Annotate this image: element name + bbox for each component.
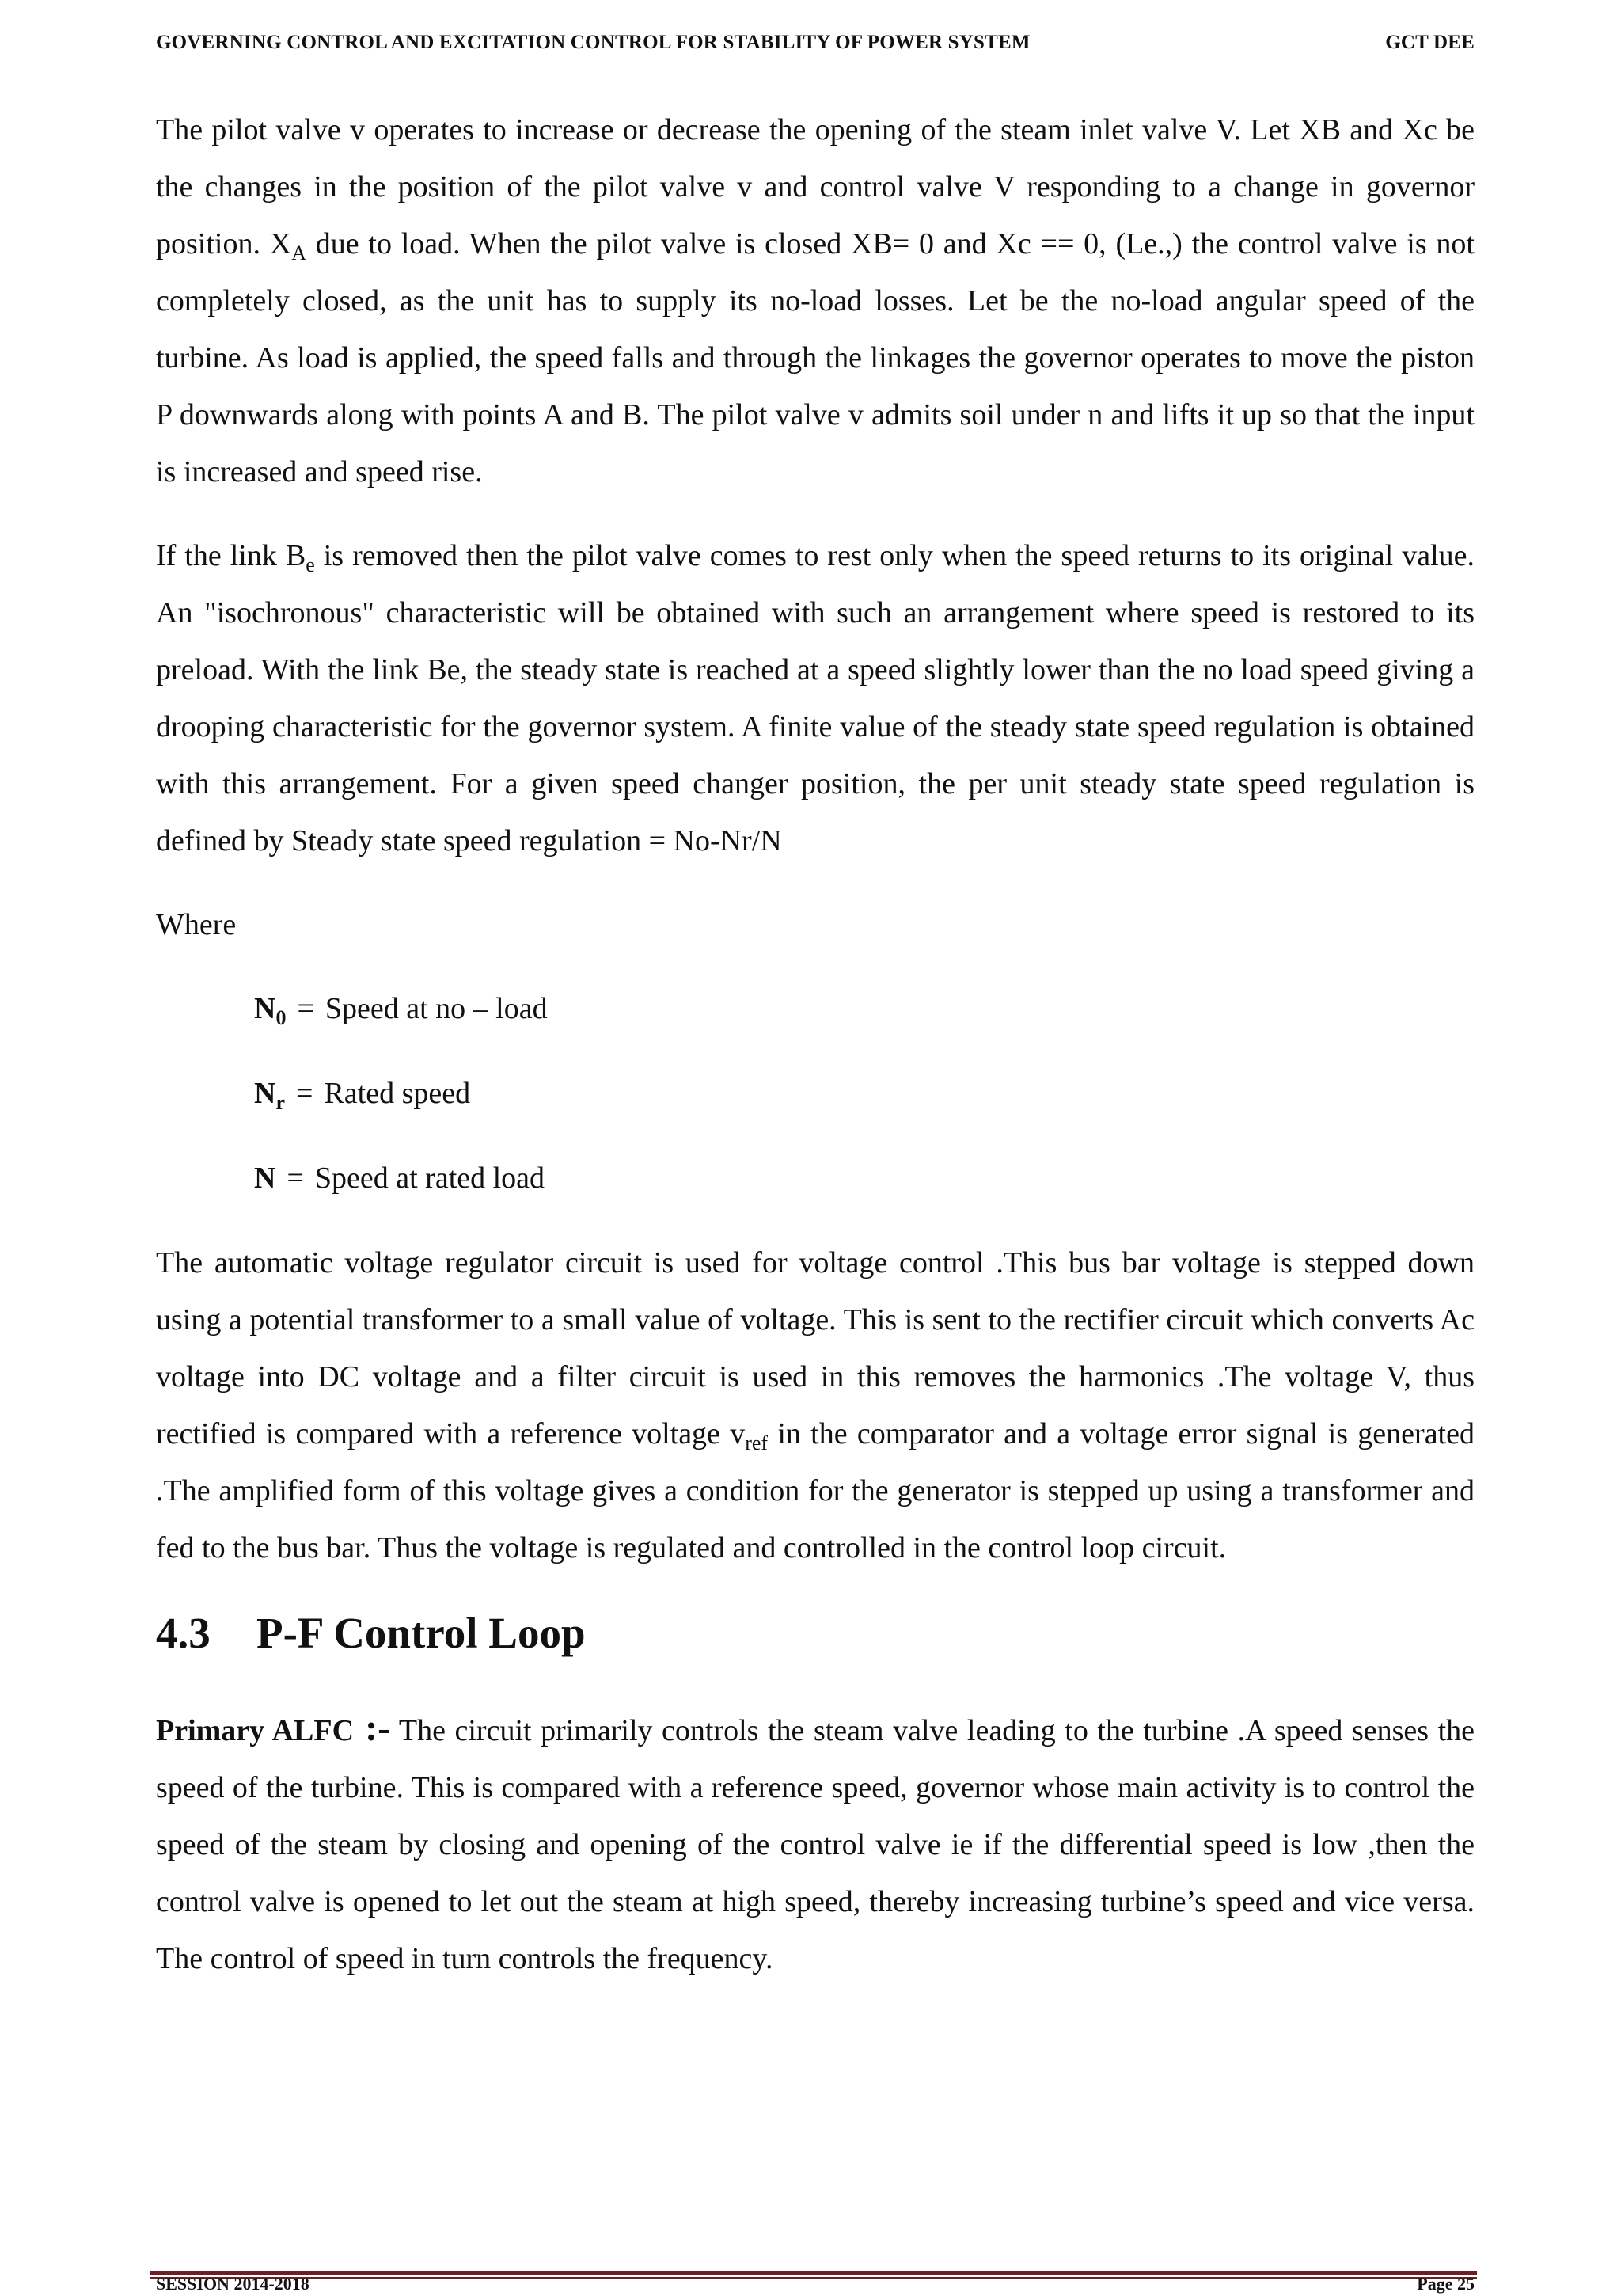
where-label: Where [156, 908, 237, 941]
paragraph-pilot-valve: The pilot valve v operates to increase or decrease the opening of the steam inlet valve V. Let XB and Xc be the changes in the position of the pilot valve v and control valve V responding to a change in governor position. $X_A$ due to load. When the pilot valve is closed XB= 0 and Xc == 0, (Le.,) the control valve is not completely closed, as the unit has to supply its no-load losses. Let be the no-load angular speed of the turbine. As load is applied, the speed falls and through the linkages the governor operates to move the piston P downwards along with points A and B. The pilot valve v admits soil under n and lifts it up so that the input is increased and speed rise. [156, 113, 1475, 488]
footer-rule [150, 2271, 1477, 2279]
definition-no-load-speed: $N_0$ = Speed at no – load [254, 992, 548, 1029]
page-body [156, 101, 1475, 2014]
footer-session: SESSION 2014-2018 [156, 2274, 309, 2294]
paragraph-isochronous: If the link $B_e$ is removed then the pilot valve comes to rest only when the speed returns to its original value. An "isochronous" characteristic will be obtained with such an arrangement where speed is restored to its preload. With the link Be, the steady state is reached at a speed slightly lower than the no load speed giving a drooping characteristic for the governor system. A finite value of the steady state speed regulation is obtained with this arrangement. For a given speed changer position, the per unit steady state speed regulation is defined by Steady state speed regulation = No-Nr/N [156, 539, 1475, 857]
definition-rated-load-speed: N = Speed at rated load [254, 1161, 545, 1195]
footer-page-number: Page 25 [1417, 2274, 1475, 2294]
definition-list [254, 980, 1475, 1207]
header-department: GCT DEE [1385, 32, 1475, 53]
paragraph-avr: The automatic voltage regulator circuit is used for voltage control .This bus bar voltage is stepped down using a potential transformer to a small value of voltage. This is sent to the rectifier circuit which converts Ac voltage into DC voltage and a filter circuit is used in this removes the harmonics .The voltage V, thus rectified is compared with a reference voltage $v_{ref}$ in the comparator and a voltage error signal is generated .The amplified form of this voltage gives a condition for the generator is stepped up using a transformer and fed to the bus bar. Thus the voltage is regulated and controlled in the control loop circuit. [156, 1246, 1475, 1564]
section-heading [156, 1605, 1475, 1662]
page-footer [156, 2274, 1475, 2296]
section-number: 4.3 [156, 1609, 211, 1657]
section-title: P-F Control Loop [256, 1609, 586, 1657]
header-title: GOVERNING CONTROL AND EXCITATION CONTROL FOR STABILITY OF POWER SYSTEM [156, 32, 1031, 53]
page-header [156, 32, 1475, 63]
definition-rated-speed: $N_r$ = Rated speed [254, 1077, 471, 1114]
paragraph-primary-alfc: Primary ALFC :- The circuit primarily controls the steam valve leading to the turbine .A speed senses the speed of the turbine. This is compared with a reference speed, governor whose main activity is to control the speed of the steam by closing and opening of the control valve ie if the differential speed is low ,then the control valve is opened to let out the steam at high speed, thereby increasing turbine’s speed and vice versa. The control of speed in turn controls the frequency. [156, 1707, 1475, 1975]
